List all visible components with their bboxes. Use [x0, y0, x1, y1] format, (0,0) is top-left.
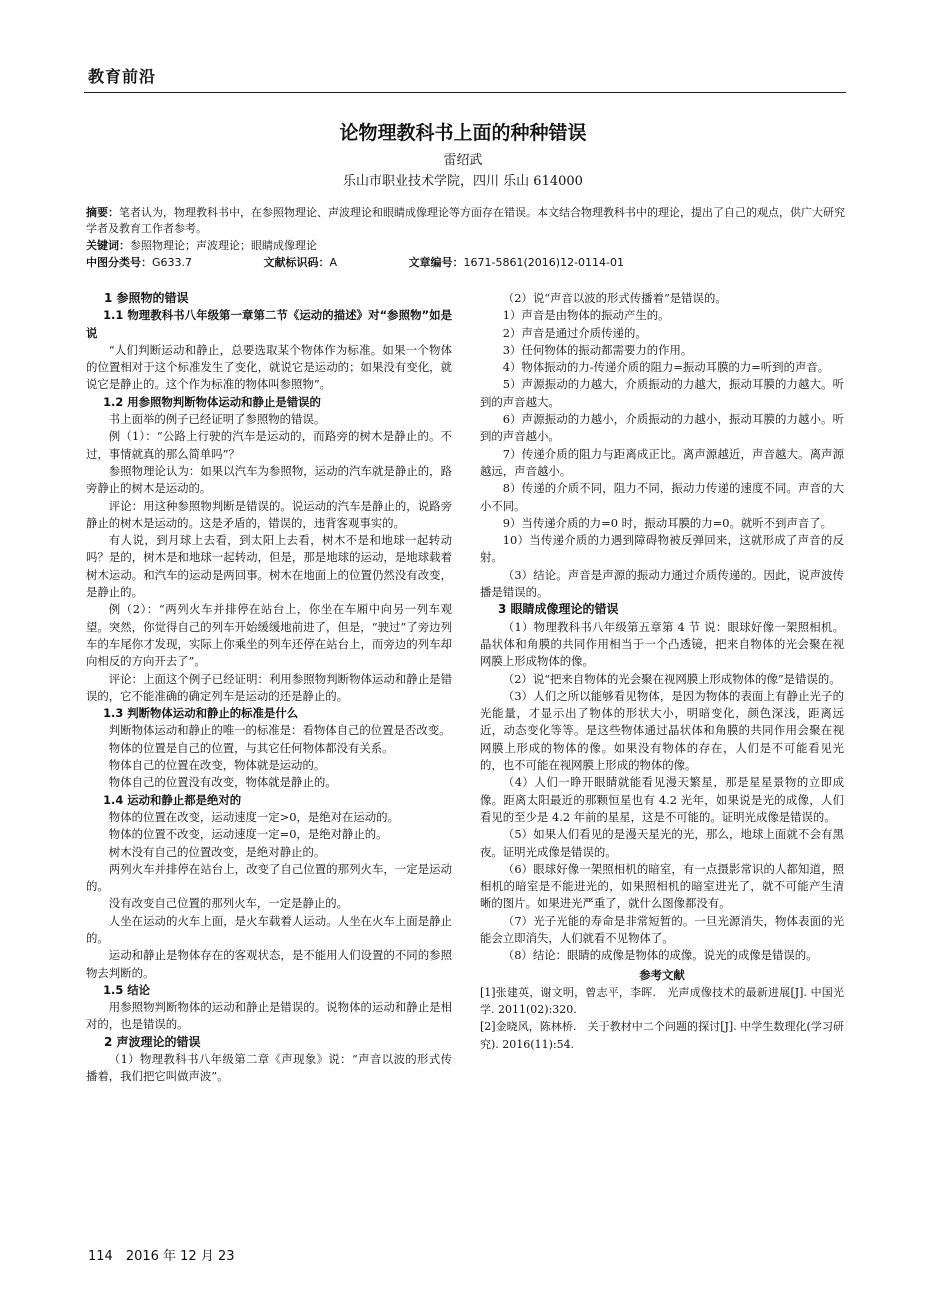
paragraph: 例（2）：“两列火车并排停在站台上，你坐在车厢中向另一列车观望。突然，你觉得自己的列车开始缓缓地前进了，但是，“驶过”了旁边列车的车尾你才发现，实际上你乘坐的列车还停在站台上，而旁边的列车却向相反的方向开去了”。 [86, 602, 452, 669]
paragraph: 书上面举的例子已经证明了参照物的错误。 [108, 412, 326, 427]
reference-item: [2]金晓风，陈林桥. 关于教材中二个问题的探讨[J]. 中学生数理化(学习研究). 2016(11):54. [480, 1020, 844, 1051]
right-column [480, 290, 844, 1053]
doc-code: A [329, 256, 338, 269]
paragraph: “人们判断运动和静止，总要选取某个物体作为标准。如果一个物体的位置相对于这个标准发生了变化，就说它是运动的；如果没有变化，就说它是静止的。这个作为标准的物体叫参照物”。 [86, 342, 452, 392]
paragraph: 5）声源振动的力越大，介质振动的力越大，振动耳膜的力越大。听到的声音越大。 [480, 377, 844, 409]
article-title: 论物理教科书上面的种种错误 [339, 122, 587, 144]
subsection-heading: 1.1 物理教科书八年级第一章第二节《运动的描述》对“参照物”如是说 [86, 308, 452, 340]
paragraph: 物体的位置是自己的位置，与其它任何物体都没有关系。 [108, 740, 394, 755]
paragraph: 两列火车并排停在站台上，改变了自己位置的那列火车，一定是运动的。 [86, 861, 452, 894]
paragraph: 2）声音是通过介质传递的。 [502, 325, 647, 340]
paragraph: （7）光子光能的寿命是非常短暂的。一旦光源消失，物体表面的光能会立即消失，人们就看不见物体了。 [480, 913, 844, 945]
class-number-group [86, 256, 226, 269]
paragraph: 有人说，到月球上去看，到太阳上去看，树木不是和地球一起转动吗？是的，树木是和地球一起转动，但是，那是地球的运动，是地球载着树木运动。和汽车的运动是两回事。树木在地面上的位置仍然没有改变，是静止的。 [86, 533, 452, 600]
paragraph: 树木没有自己的位置改变，是绝对静止的。 [108, 844, 326, 859]
class-label: 中图分类号： [86, 256, 152, 269]
paragraph: （5）如果人们看见的是漫天星光的光，那么，地球上面就不会有黑夜。证明光成像是错误的。 [480, 827, 844, 859]
paragraph: 人坐在运动的火车上面，是火车载着人运动。人坐在火车上面是静止的。 [86, 913, 452, 945]
keywords-block [86, 238, 846, 254]
subsection-heading: 1.3 判断物体运动和静止的标准是什么 [103, 706, 299, 721]
paragraph: 物体自己的位置在改变，物体就是运动的。 [108, 758, 326, 773]
abstract-text: 笔者认为，物理教科书中，在参照物理论、声波理论和眼睛成像理论等方面存在错误。本文结合物理教科书中的理论，提出了自己的观点，供广大研究学者及教育工作者参考。 [86, 206, 845, 235]
paragraph: 物体的位置不改变，运动速度一定=0，是绝对静止的。 [108, 827, 388, 842]
subsection-heading: 1.4 运动和静止都是绝对的 [103, 792, 242, 807]
paragraph: 运动和静止是物体存在的客观状态，是不能用人们设置的不同的参照物去判断的。 [86, 948, 452, 980]
paragraph: （6）眼球好像一架照相机的暗室，有一点摄影常识的人都知道，照相机的暗室是不能进光的，如果照相机的暗室进光了，就不可能产生清晰的图片。如果进光严重了，就什么图像都没有。 [480, 861, 844, 911]
paragraph: 9）当传递介质的力=0 时，振动耳膜的力=0。就听不到声音了。 [502, 515, 833, 530]
article-number-group [409, 256, 658, 269]
paragraph: （1）物理教科书八年级第五章第 4 节 说：眼球好像一架照相机。晶状体和角膜的共同作用相当于一个凸透镜，把来自物体的光会聚在视网膜上形成物体的像。 [480, 619, 844, 669]
references-title: 参考文献 [639, 967, 685, 982]
abstract-block [86, 205, 846, 237]
article-number: 1671-5861(2016)12-0114-01 [463, 256, 625, 269]
paragraph: （2）说“声音以波的形式传播着”是错误的。 [502, 291, 727, 305]
left-column [86, 290, 452, 1086]
paragraph: 8）传递的介质不同，阻力不同，振动力传递的速度不同。声音的大小不同。 [480, 481, 844, 513]
subsection-heading: 1.5 结论 [103, 982, 151, 997]
section-heading: 2 声波理论的错误 [104, 1034, 201, 1049]
class-number: G633.7 [152, 256, 193, 269]
paragraph: 物体的位置在改变，运动速度一定>0，是绝对在运动的。 [108, 809, 399, 824]
page-footer: 114 2016 年 12 月 23 [88, 1249, 235, 1264]
classification-line [86, 255, 846, 271]
paragraph: （8）结论：眼睛的成像是物体的成像。说光的成像是错误的。 [502, 948, 818, 963]
paragraph: 1）声音是由物体的振动产生的。 [502, 308, 670, 323]
paragraph: 7）传递介质的阻力与距离成正比。离声源越近，声音越大。离声源越远，声音越小。 [480, 446, 844, 478]
paragraph: 判断物体运动和静止的唯一的标准是：看物体自己的位置是否改变。 [108, 723, 451, 738]
doc-code-label: 文献标识码： [263, 256, 330, 269]
paragraph: 评论：用这种参照物判断是错误的。说运动的汽车是静止的，说路旁静止的树木是运动的。这是矛盾的，错误的，违背客观事实的。 [86, 498, 452, 530]
journal-section-header: 教育前沿 [88, 67, 157, 86]
paragraph: （4）人们一睁开眼睛就能看见漫天繁星，那是星星景物的立即成像。距离太阳最近的那颗恒星也有 4.2 光年，如果说是光的成像，人们看见的至少是 4.2 年前的星星，这是不可能的。证明光成像是错误的。 [480, 775, 844, 824]
abstract-label: 摘要： [86, 206, 119, 219]
paragraph: 3）任何物体的振动都需要力的作用。 [502, 342, 693, 357]
paragraph: 6）声源振动的力越小，介质振动的力越小，振动耳膜的力越小。听到的声音越小。 [480, 412, 844, 444]
paragraph: （3）结论。声音是声源的振动力通过介质传递的。因此，说声波传播是错误的。 [480, 567, 844, 600]
paragraph: 4）物体振动的力-传递介质的阻力=振动耳膜的力=听到的声音。 [502, 360, 830, 375]
section-heading: 3 眼睛成像理论的错误 [498, 602, 619, 617]
paragraph: （3）人们之所以能够看见物体，是因为物体的表面上有静止光子的光能量，才显示出了物体的形状大小，明暗变化，颜色深浅，距离远近，动态变化等等。是这些物体通过晶状体和角膜的共同作用会聚在视网膜上形成的物体的像。如果没有物体的存在，人们是不可能看见光的，也不可能在视网膜上形成的物体的像。 [480, 688, 844, 773]
doc-code-group [264, 256, 372, 269]
paragraph: （1）物理教科书八年级第二章《声现象》说：“声音以波的形式传播着，我们把它叫做声波”。 [86, 1052, 452, 1084]
paragraph: 评论：上面这个例子已经证明：利用参照物判断物体运动和静止是错误的，它不能准确的确定列车是运动的还是静止的。 [86, 671, 452, 703]
keywords-label: 关键词： [86, 239, 130, 252]
paragraph: 没有改变自己位置的那列火车，一定是静止的。 [108, 896, 349, 911]
keywords-text: 参照物理论；声波理论；眼睛成像理论 [130, 239, 317, 252]
paragraph: 参照物理论认为：如果以汽车为参照物，运动的汽车就是静止的，路旁静止的树木是运动的。 [86, 463, 452, 496]
paragraph: （2）说“把来自物体的光会聚在视网膜上形成物体的像”是错误的。 [502, 671, 841, 686]
section-heading: 1 参照物的错误 [104, 291, 189, 305]
header-divider [84, 92, 846, 93]
paragraph: 10）当传递介质的力遇到障碍物被反弹回来，这就形成了声音的反射。 [480, 533, 844, 565]
paragraph: 例（1）：“公路上行驶的汽车是运动的，而路旁的树木是静止的。不过，事情就真的那么简单吗”？ [86, 429, 452, 461]
article-number-label: 文章编号： [408, 256, 464, 269]
paragraph: 用参照物判断物体的运动和静止是错误的。说物体的运动和静止是相对的，也是错误的。 [86, 1000, 452, 1032]
article-author: 雷绍武 [443, 153, 483, 168]
article-affiliation: 乐山市职业技术学院，四川 乐山 614000 [343, 174, 583, 189]
reference-item: [1]张建英，谢文明，曾志平，李晖. 光声成像技术的最新进展[J]. 中国光学. 2011(02):320. [480, 985, 844, 1017]
subsection-heading: 1.2 用参照物判断物体运动和静止是错误的 [103, 394, 321, 409]
paragraph: 物体自己的位置没有改变，物体就是静止的。 [108, 775, 337, 790]
